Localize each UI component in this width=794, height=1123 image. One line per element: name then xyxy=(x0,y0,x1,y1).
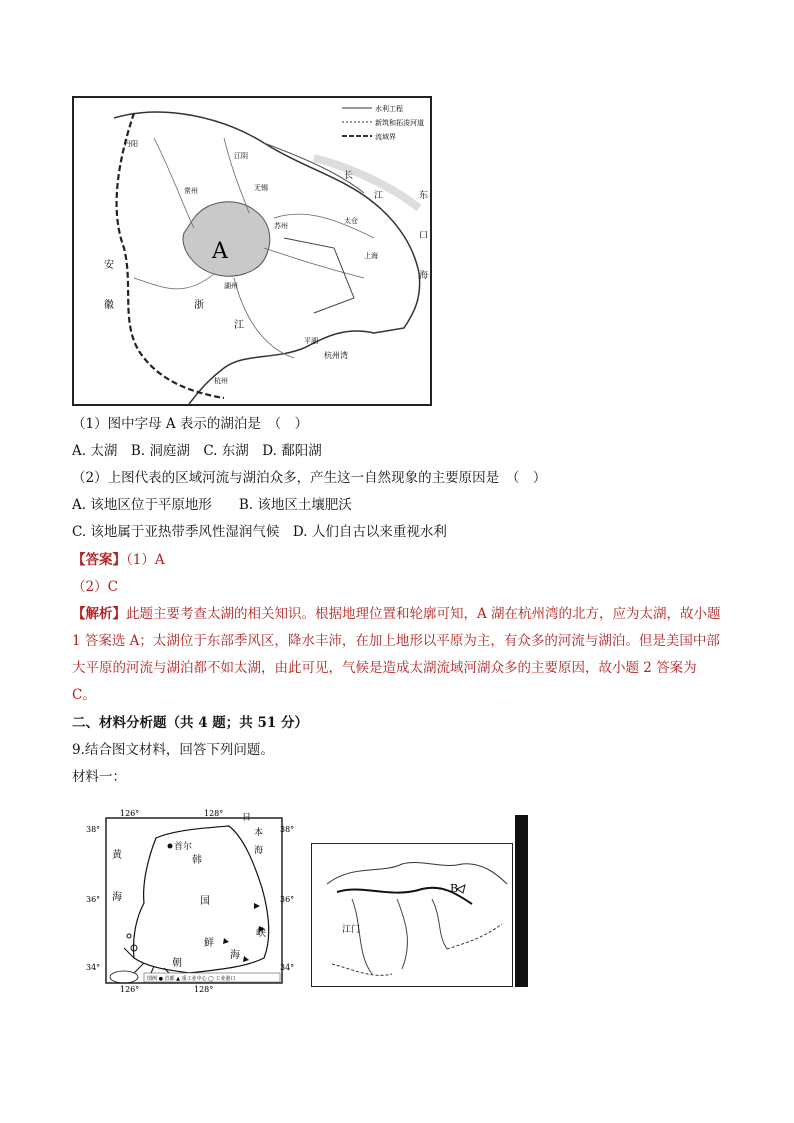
lake-a-label: A xyxy=(212,239,228,264)
lat-label: 38° xyxy=(86,825,101,834)
map2-legend: 图例 ● 首都 ▲ 重工业中心 ◯ 工业港口 xyxy=(147,976,236,982)
river xyxy=(234,278,294,358)
strait-label: 鲜 xyxy=(204,938,214,949)
q2-options-line1: A. 该地区位于平原地形 B. 该地区土壤肥沃 xyxy=(72,497,352,513)
strait-label: 海 xyxy=(230,950,240,961)
delta-map-svg xyxy=(312,844,511,985)
answer-1: （1）A xyxy=(126,552,165,568)
place-label: 湖州 xyxy=(224,282,238,290)
river-branch xyxy=(352,899,372,974)
sea-label: 黄 xyxy=(112,850,122,861)
estuary xyxy=(314,158,419,208)
legend-item: 流域界 xyxy=(375,133,396,141)
country-label: 国 xyxy=(200,896,210,907)
lat-label: 36° xyxy=(86,895,101,904)
q1-options: A. 太湖 B. 洞庭湖 C. 东湖 D. 鄱阳湖 xyxy=(72,443,322,459)
analysis-text: 此题主要考查太湖的相关知识。根据地理位置和轮廓可知，A 湖在杭州湾的北方，应为太湖，故小题 1 答案选 A；太湖位于东部季风区，降水丰沛，在加上地形以平原为主，有众多的河流与湖泊。但是美国中部大平原的河流与湖泊都不如太湖，由此可见，气候是造成太湖流域河湖众多的主要原因，故小题 2 答案为 C。 xyxy=(72,606,721,703)
place-label: 江 xyxy=(374,191,384,201)
capital-dot xyxy=(168,844,173,849)
coastline xyxy=(332,964,392,975)
legend-item: 新筑和拓浚河道 xyxy=(375,119,424,127)
place-label: 平湖 xyxy=(304,337,318,345)
place-label: 长 xyxy=(344,171,354,181)
lon-label: 126° xyxy=(120,985,140,994)
place-label: 上海 xyxy=(364,252,378,260)
material1-label: 材料一： xyxy=(72,769,126,785)
lat-label: 36° xyxy=(280,895,295,904)
place-label: 徽 xyxy=(104,300,114,311)
lat-label: 34° xyxy=(86,963,101,972)
q9-stem: 9.结合图文材料，回答下列问题。 xyxy=(72,742,274,758)
q2-stem: （2）上图代表的区域河流与湖泊众多，产生这一自然现象的主要原因是 （ ） xyxy=(72,470,547,486)
river xyxy=(154,138,194,228)
sea-label: 日 xyxy=(242,813,252,823)
place-label: 杭州湾 xyxy=(324,351,348,360)
boundary xyxy=(327,863,507,884)
lat-label: 38° xyxy=(280,825,295,834)
analysis xyxy=(72,601,722,709)
place-label: 常州 xyxy=(184,187,198,195)
b-marker xyxy=(457,885,465,893)
lon-label: 126° xyxy=(120,809,140,818)
place-label: 海 xyxy=(419,271,429,281)
analysis-label: 【解析】 xyxy=(72,606,126,622)
capital-label: 首尔 xyxy=(174,842,193,852)
sea-label: 海 xyxy=(254,846,264,856)
place-label: 浙 xyxy=(194,300,204,311)
river xyxy=(274,214,374,238)
korea-map-svg xyxy=(86,808,295,994)
coastline xyxy=(447,924,502,949)
lon-label: 128° xyxy=(204,809,224,818)
place-label: 江阴 xyxy=(234,152,248,160)
country-label: 韩 xyxy=(192,855,202,866)
river xyxy=(264,248,364,278)
answer-line1 xyxy=(72,550,165,570)
canal xyxy=(284,238,354,313)
place-label: 太仓 xyxy=(344,217,358,225)
lon-label: 128° xyxy=(194,985,214,994)
answer-2: （2）C xyxy=(72,579,118,595)
strait-label: 朝 xyxy=(172,958,182,969)
place-label: 江 xyxy=(234,320,244,331)
place-label: 无锡 xyxy=(254,184,268,192)
strait-label: 峡 xyxy=(256,928,266,939)
place-label: 苏州 xyxy=(274,222,288,230)
river xyxy=(134,274,214,289)
place-label: 口 xyxy=(419,231,429,241)
legend-item: 水利工程 xyxy=(375,105,403,113)
place-label: 丹阳 xyxy=(124,140,138,148)
place-label: 杭州 xyxy=(214,377,228,385)
map1-legend xyxy=(342,104,424,141)
taihu-map-svg xyxy=(74,98,430,404)
korea-map xyxy=(86,808,295,994)
q2-options-line2: C. 该地属于亚热带季风性湿润气候 D. 人们自古以来重视水利 xyxy=(72,524,447,540)
place-label: 安 xyxy=(104,260,114,271)
section2-title: 二、材料分析题（共 4 题；共 51 分） xyxy=(72,715,308,731)
label-city: 江门 xyxy=(342,925,361,935)
place-label: 东 xyxy=(419,191,429,201)
taihu-region-map xyxy=(72,96,432,406)
sea-label: 海 xyxy=(112,892,122,903)
answer-label: 【答案】 xyxy=(72,552,126,568)
river-branch xyxy=(397,899,407,969)
black-bar xyxy=(515,815,528,987)
river-branch xyxy=(432,899,447,949)
delta-map xyxy=(311,843,513,987)
q1-stem: （1）图中字母 A 表示的湖泊是 （ ） xyxy=(72,416,309,432)
sea-label: 本 xyxy=(254,828,264,838)
lat-label: 34° xyxy=(280,963,295,972)
label-b: B xyxy=(450,882,459,895)
